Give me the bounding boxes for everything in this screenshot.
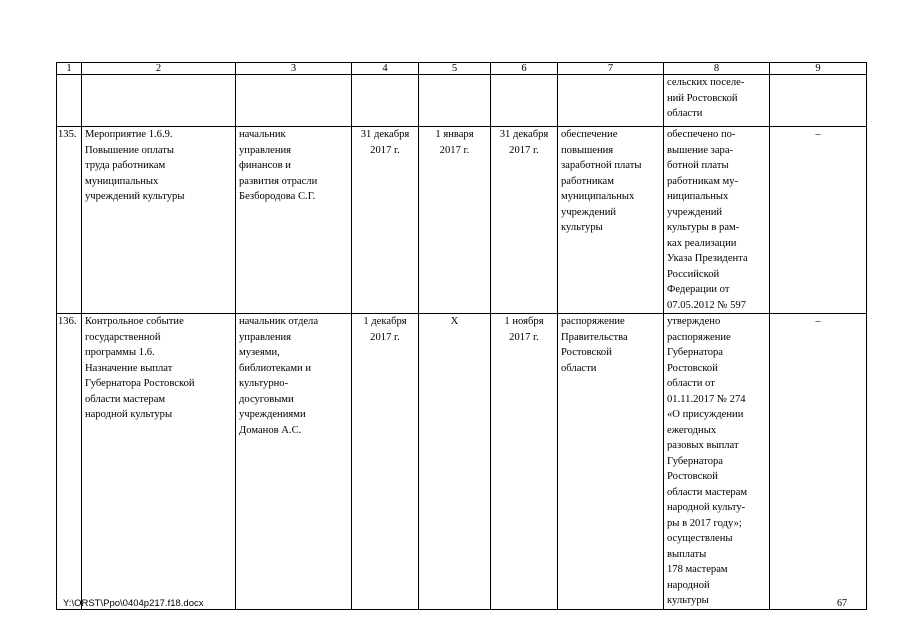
date-start: 1 декабря 2017 г.: [352, 314, 419, 610]
result-plan: обеспечение повышения заработной платы работникам муниципальных учреждений культуры: [558, 127, 664, 314]
result-fact: обеспечено по- вышение зара- ботной платы работникам му- ниципальных учреждений культуры в рам- ках реализации Указа Президента Российской Федерации от 07.05.2012 № 597: [664, 127, 770, 314]
responsible-person: начальник отдела управления музеями, библиотеками и культурно- досуговыми учреждениями Доманов А.С.: [236, 314, 352, 610]
result-fact: утверждено распоряжение Губернатора Ростовской области от 01.11.2017 № 274 «О присуждении ежегодных разовых выплат Губернатора Ростовской области мастерам народной культу- ры в 2017 году»; осуществлены выплаты 178 мастерам народной культуры: [664, 314, 770, 610]
empty-cell: [57, 75, 82, 127]
note: –: [770, 127, 867, 314]
result-plan: распоряжение Правительства Ростовской области: [558, 314, 664, 610]
header-cell-5: 5: [419, 63, 491, 75]
continuation-row: [57, 75, 867, 127]
empty-cell: [558, 75, 664, 127]
date-fact: 1 ноября 2017 г.: [491, 314, 558, 610]
continued-result-cell: сельских поселе- ний Ростовской области: [664, 75, 770, 127]
header-cell-7: 7: [558, 63, 664, 75]
header-cell-4: 4: [352, 63, 419, 75]
empty-cell: [491, 75, 558, 127]
header-cell-9: 9: [770, 63, 867, 75]
footer-page-number: 67: [837, 598, 847, 609]
empty-cell: [770, 75, 867, 127]
date-plan: Х: [419, 314, 491, 610]
header-cell-6: 6: [491, 63, 558, 75]
empty-cell: [236, 75, 352, 127]
header-cell-2: 2: [82, 63, 236, 75]
header-cell-1: 1: [57, 63, 82, 75]
header-cell-8: 8: [664, 63, 770, 75]
measures-table: [56, 62, 867, 610]
date-start: 31 декабря 2017 г.: [352, 127, 419, 314]
date-fact: 31 декабря 2017 г.: [491, 127, 558, 314]
responsible-person: начальник управления финансов и развития отрасли Безбородова С.Г.: [236, 127, 352, 314]
header-cell-3: 3: [236, 63, 352, 75]
header-row: [57, 63, 867, 75]
empty-cell: [82, 75, 236, 127]
table-row: [57, 314, 867, 610]
event-name: Контрольное событие государственной программы 1.6. Назначение выплат Губернатора Ростовской области мастерам народной культуры: [82, 314, 236, 610]
table-row: [57, 127, 867, 314]
event-name: Мероприятие 1.6.9. Повышение оплаты труда работникам муниципальных учреждений культуры: [82, 127, 236, 314]
row-number: 135.: [57, 127, 82, 314]
row-number: 136.: [57, 314, 82, 610]
empty-cell: [352, 75, 419, 127]
empty-cell: [419, 75, 491, 127]
footer-file-path: Y:\ORST\Ppo\0404p217.f18.docx: [63, 598, 204, 609]
date-plan: 1 января 2017 г.: [419, 127, 491, 314]
note: –: [770, 314, 867, 610]
